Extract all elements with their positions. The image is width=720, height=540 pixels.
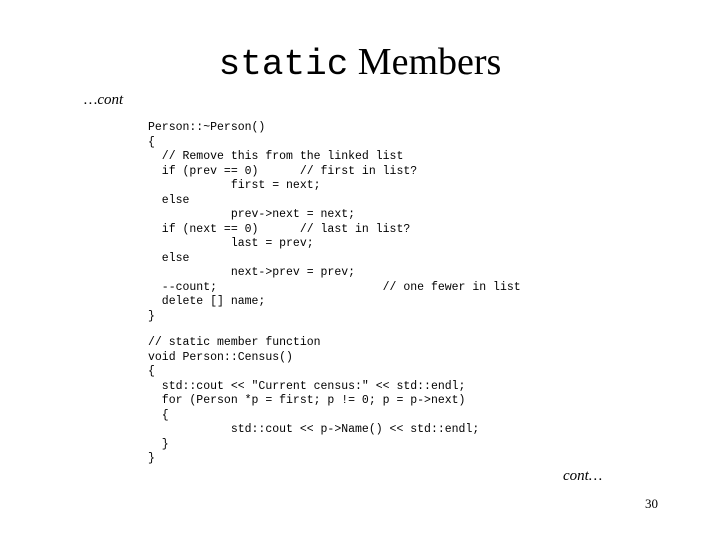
code-line: first = next; [148, 179, 321, 192]
code-line: } [148, 437, 169, 451]
code-line: if (prev == 0) // first in list? [148, 164, 418, 178]
code-line: std::cout << "Current census:" << std::endl; [148, 379, 466, 393]
code-line: for (Person *p = first; p != 0; p = p->next) [148, 394, 466, 407]
code-line: // static member function [148, 336, 321, 349]
code-line: { [148, 135, 155, 149]
code-line: } [148, 452, 155, 465]
code-line: delete [] name; [148, 295, 266, 308]
code-line: { [148, 408, 169, 422]
destructor-code-block [148, 121, 521, 324]
code-line: void Person::Census() [148, 350, 293, 364]
code-line: // Remove this from the linked list [148, 150, 404, 163]
page-number: 30 [645, 496, 658, 511]
code-line: else [148, 193, 190, 207]
code-line: Person::~Person() [148, 121, 266, 134]
code-line: if (next == 0) // last in list? [148, 222, 411, 236]
code-line: prev->next = next; [148, 208, 356, 221]
continuation-marker-top: …cont [84, 92, 124, 108]
title-text-word: Members [357, 41, 502, 83]
code-line: last = prev; [148, 237, 314, 250]
code-line: else [148, 251, 190, 265]
code-line: { [148, 365, 155, 378]
code-line: next->prev = prev; [148, 266, 356, 279]
slide-title [0, 40, 720, 87]
title-code-word: static [218, 44, 349, 85]
census-code-block [148, 336, 479, 467]
continuation-marker-bottom: cont… [563, 468, 603, 484]
code-line: } [148, 309, 155, 323]
code-line: --count; // one fewer in list [148, 280, 521, 294]
code-line: std::cout << p->Name() << std::endl; [148, 423, 480, 436]
